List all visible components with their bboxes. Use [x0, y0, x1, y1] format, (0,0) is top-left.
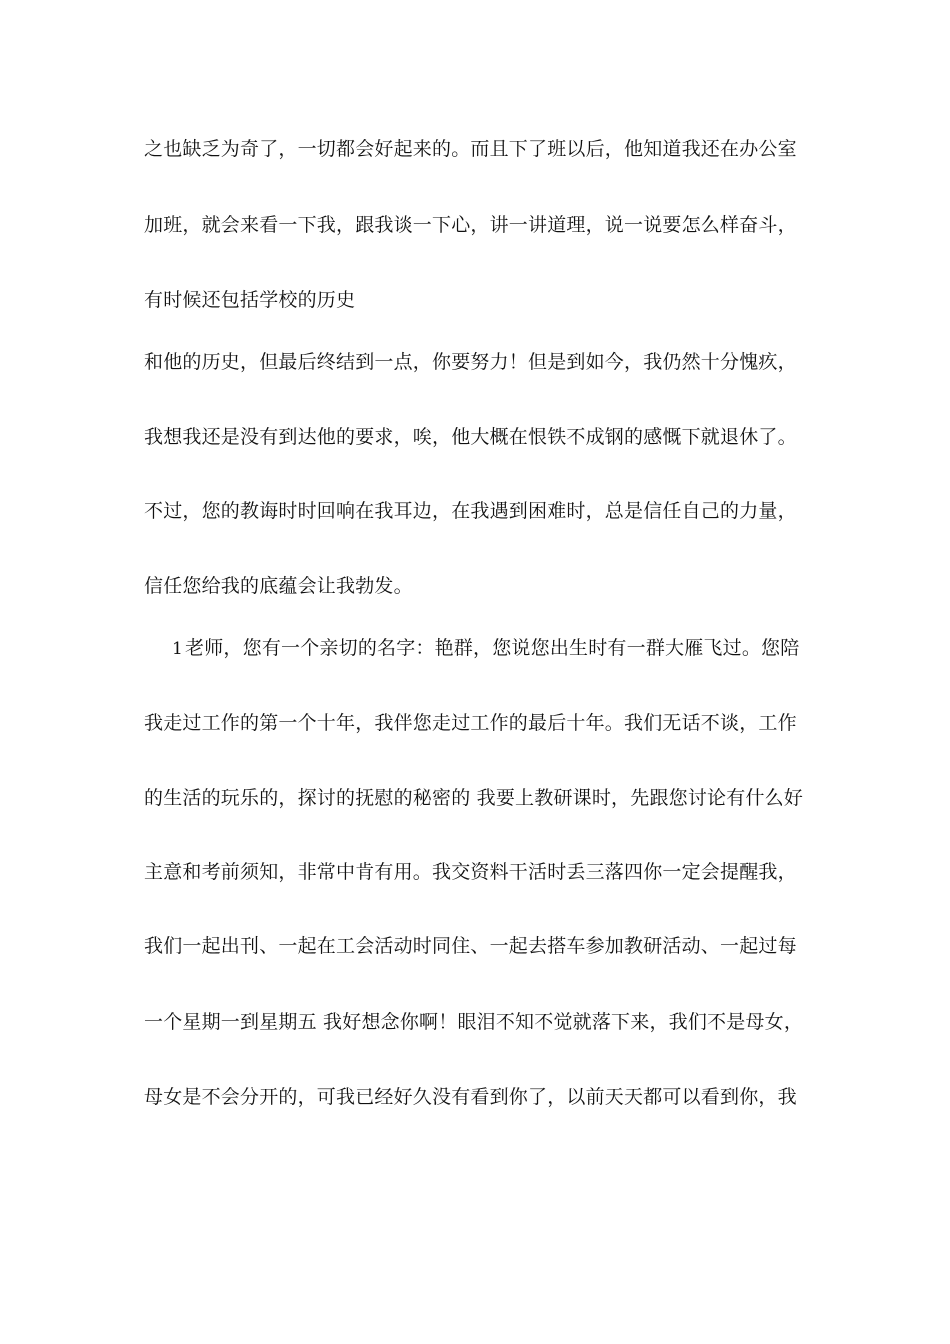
text-line: 和他的历史，但最后终结到一点，你要努力！但是到如今，我仍然十分愧疚，	[144, 351, 797, 373]
text-line: 的生活的玩乐的，探讨的抚慰的秘密的 我要上教研课时，先跟您讨论有什么好	[144, 787, 804, 809]
text-line: 之也缺乏为奇了，一切都会好起来的。而且下了班以后，他知道我还在办公室	[144, 138, 797, 160]
paragraph-first-line	[172, 636, 799, 661]
text-line: 老师，您有一个亲切的名字：艳群，您说您出生时有一群大雁飞过。您陪	[185, 637, 800, 659]
text-line: 主意和考前须知，非常中肯有用。我交资料干活时丢三落四你一定会提醒我，	[144, 861, 797, 883]
text-line: 我们一起出刊、一起在工会活动时同住、一起去搭车参加教研活动、一起过每	[144, 935, 797, 957]
text-line: 母女是不会分开的，可我已经好久没有看到你了，以前天天都可以看到你，我	[144, 1086, 797, 1108]
text-line: 我走过工作的第一个十年，我伴您走过工作的最后十年。我们无话不谈，工作	[144, 712, 797, 734]
paragraph-number: 1	[172, 639, 184, 659]
text-line: 有时候还包括学校的历史	[144, 289, 356, 311]
text-line: 信任您给我的底蕴会让我勃发。	[144, 575, 413, 597]
text-line: 不过，您的教诲时时回响在我耳边，在我遇到困难时，总是信任自己的力量，	[144, 500, 797, 522]
text-line: 加班，就会来看一下我，跟我谈一下心，讲一讲道理，说一说要怎么样奋斗，	[144, 214, 797, 236]
text-line: 我想我还是没有到达他的要求，唉，他大概在恨铁不成钢的感慨下就退休了。	[144, 426, 797, 448]
text-line: 一个星期一到星期五 我好想念你啊！眼泪不知不觉就落下来，我们不是母女，	[144, 1011, 804, 1033]
